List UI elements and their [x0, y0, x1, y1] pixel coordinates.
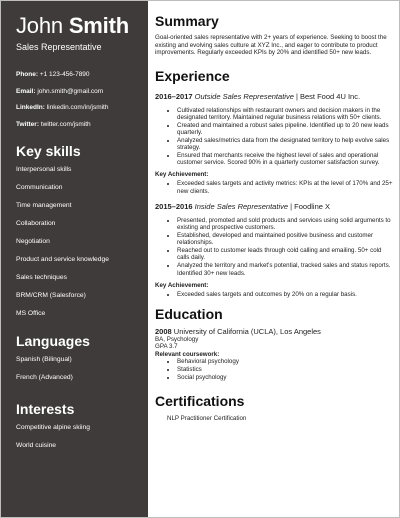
- skill-item: Collaboration: [16, 219, 56, 227]
- key-skills-heading: Key skills: [16, 142, 81, 159]
- skill-item: BRM/CRM (Salesforce): [16, 291, 86, 299]
- education-school-line: [155, 327, 395, 336]
- duty-item: • Created and maintained a robust sales pipeline. Identified up to 20 new leads quarterly.: [177, 122, 395, 137]
- job-title-line: [155, 92, 395, 101]
- candidate-name: [16, 13, 140, 39]
- contact-label: Twitter:: [16, 120, 39, 128]
- job-years: 2016–2017: [155, 91, 193, 101]
- duty-item: • Cultivated relationships with restaurant owners and decision makers in the designated territory. Maintained regular business relations with 50+ clients.: [177, 107, 395, 122]
- interest-item: Competitive alpine skiing: [16, 423, 90, 431]
- contact-label: Phone:: [16, 71, 39, 78]
- coursework-item: • Behavioral psychology: [177, 358, 395, 365]
- contact-value: +1 123-456-7890: [39, 71, 90, 78]
- summary-text: Goal-oriented sales representative with 2+ years of experience. Seeking to boost the existing and evolving sales culture at XYZ Inc., and eager to contribute to product improvements. Regularly exceeded KPIs by 20% and identified 50+ new leads.: [155, 34, 387, 56]
- duty-item: • Analyzed the territory and market's potential, tracked sales and status reports. Identified 30+ new leads.: [177, 262, 395, 277]
- candidate-role: Sales Representative: [16, 42, 102, 52]
- coursework-item: • Social psychology: [177, 374, 395, 381]
- languages-list: [16, 356, 140, 382]
- skill-item: Communication: [16, 183, 63, 191]
- duty-item: • Reached out to customer leads through cold calling and emailing. 50+ cold calls daily.: [177, 247, 395, 262]
- job-title: Inside Sales Representative: [194, 201, 289, 211]
- achievement-label: Key Achievement:: [155, 281, 209, 289]
- job-entry: [155, 202, 395, 298]
- last-name: Smith: [68, 13, 129, 38]
- job-duties: [155, 107, 395, 167]
- job-company: | Best Food 4U Inc.: [295, 91, 361, 101]
- sidebar: [1, 1, 148, 517]
- main-content: [155, 1, 395, 517]
- education-year: 2008: [155, 327, 172, 337]
- experience-heading: Experience: [155, 67, 230, 84]
- achievement-list: [155, 291, 395, 298]
- skill-item: Time management: [16, 201, 72, 209]
- contact-label: Email:: [16, 87, 36, 95]
- skill-item: Product and service knowledge: [16, 255, 109, 263]
- education-gpa: GPA 3.7: [155, 343, 178, 351]
- skill-item: Sales techniques: [16, 273, 67, 281]
- languages-heading: Languages: [16, 332, 90, 349]
- education-heading: Education: [155, 306, 223, 323]
- contact-linkedin: [16, 104, 140, 112]
- duty-item: • Ensured that merchants receive the highest level of sales and operational customer service. Scored 90% in a quarterly customer satisfaction survey.: [177, 152, 395, 167]
- achievement-item: • Exceeded sales targets and activity metrics: KPIs at the level of 170% and 25+ new clients.: [177, 180, 395, 195]
- job-company: | Foodline X: [290, 201, 331, 211]
- contact-email: [16, 88, 140, 96]
- duty-item: • Established, developed and maintained positive business and customer relationships.: [177, 232, 395, 247]
- skill-item: Negotiation: [16, 237, 50, 245]
- key-skills-list: [16, 166, 140, 318]
- language-item: French (Advanced): [16, 373, 73, 381]
- job-years: 2015–2016: [155, 201, 193, 211]
- achievement-item: • Exceeded sales targets and outcomes by 20% on a regular basis.: [177, 291, 395, 298]
- education-school: University of California (UCLA), Los Angeles: [173, 327, 321, 337]
- job-title-line: [155, 202, 395, 211]
- contact-value: twitter.com/jsmith: [40, 120, 91, 128]
- education-degree: BA, Psychology: [155, 336, 199, 344]
- duty-item: • Analyzed sales/metrics data from the designated territory to help evolve sales strategy.: [177, 137, 395, 152]
- coursework-list: [155, 358, 395, 381]
- contact-phone: [16, 71, 140, 79]
- skill-item: Interpersonal skills: [16, 165, 72, 173]
- job-entry: [155, 92, 395, 195]
- contact-label: LinkedIn:: [16, 104, 45, 111]
- language-item: Spanish (Bilingual): [16, 355, 72, 363]
- skill-item: MS Office: [16, 309, 46, 317]
- achievement-list: [155, 180, 395, 195]
- interests-list: [16, 424, 140, 450]
- first-name: John: [16, 13, 63, 38]
- contact-value: linkedin.com/in/jsmith: [46, 104, 109, 111]
- contact-value: john.smith@gmail.com: [37, 87, 104, 95]
- certifications-heading: Certifications: [155, 392, 245, 409]
- interest-item: World cuisine: [16, 441, 57, 449]
- coursework-label: Relevant coursework:: [155, 350, 220, 358]
- coursework-item: • Statistics: [177, 366, 395, 373]
- contact-block: [16, 71, 140, 129]
- achievement-label: Key Achievement:: [155, 171, 209, 179]
- interests-heading: Interests: [16, 400, 75, 417]
- job-duties: [155, 217, 395, 277]
- contact-twitter: [16, 121, 140, 129]
- duty-item: • Presented, promoted and sold products and services using solid arguments to existing and prospective customers.: [177, 217, 395, 232]
- job-title: Outside Sales Representative: [194, 91, 294, 101]
- certification-item: NLP Practitioner Certification: [167, 414, 247, 422]
- summary-heading: Summary: [155, 13, 219, 29]
